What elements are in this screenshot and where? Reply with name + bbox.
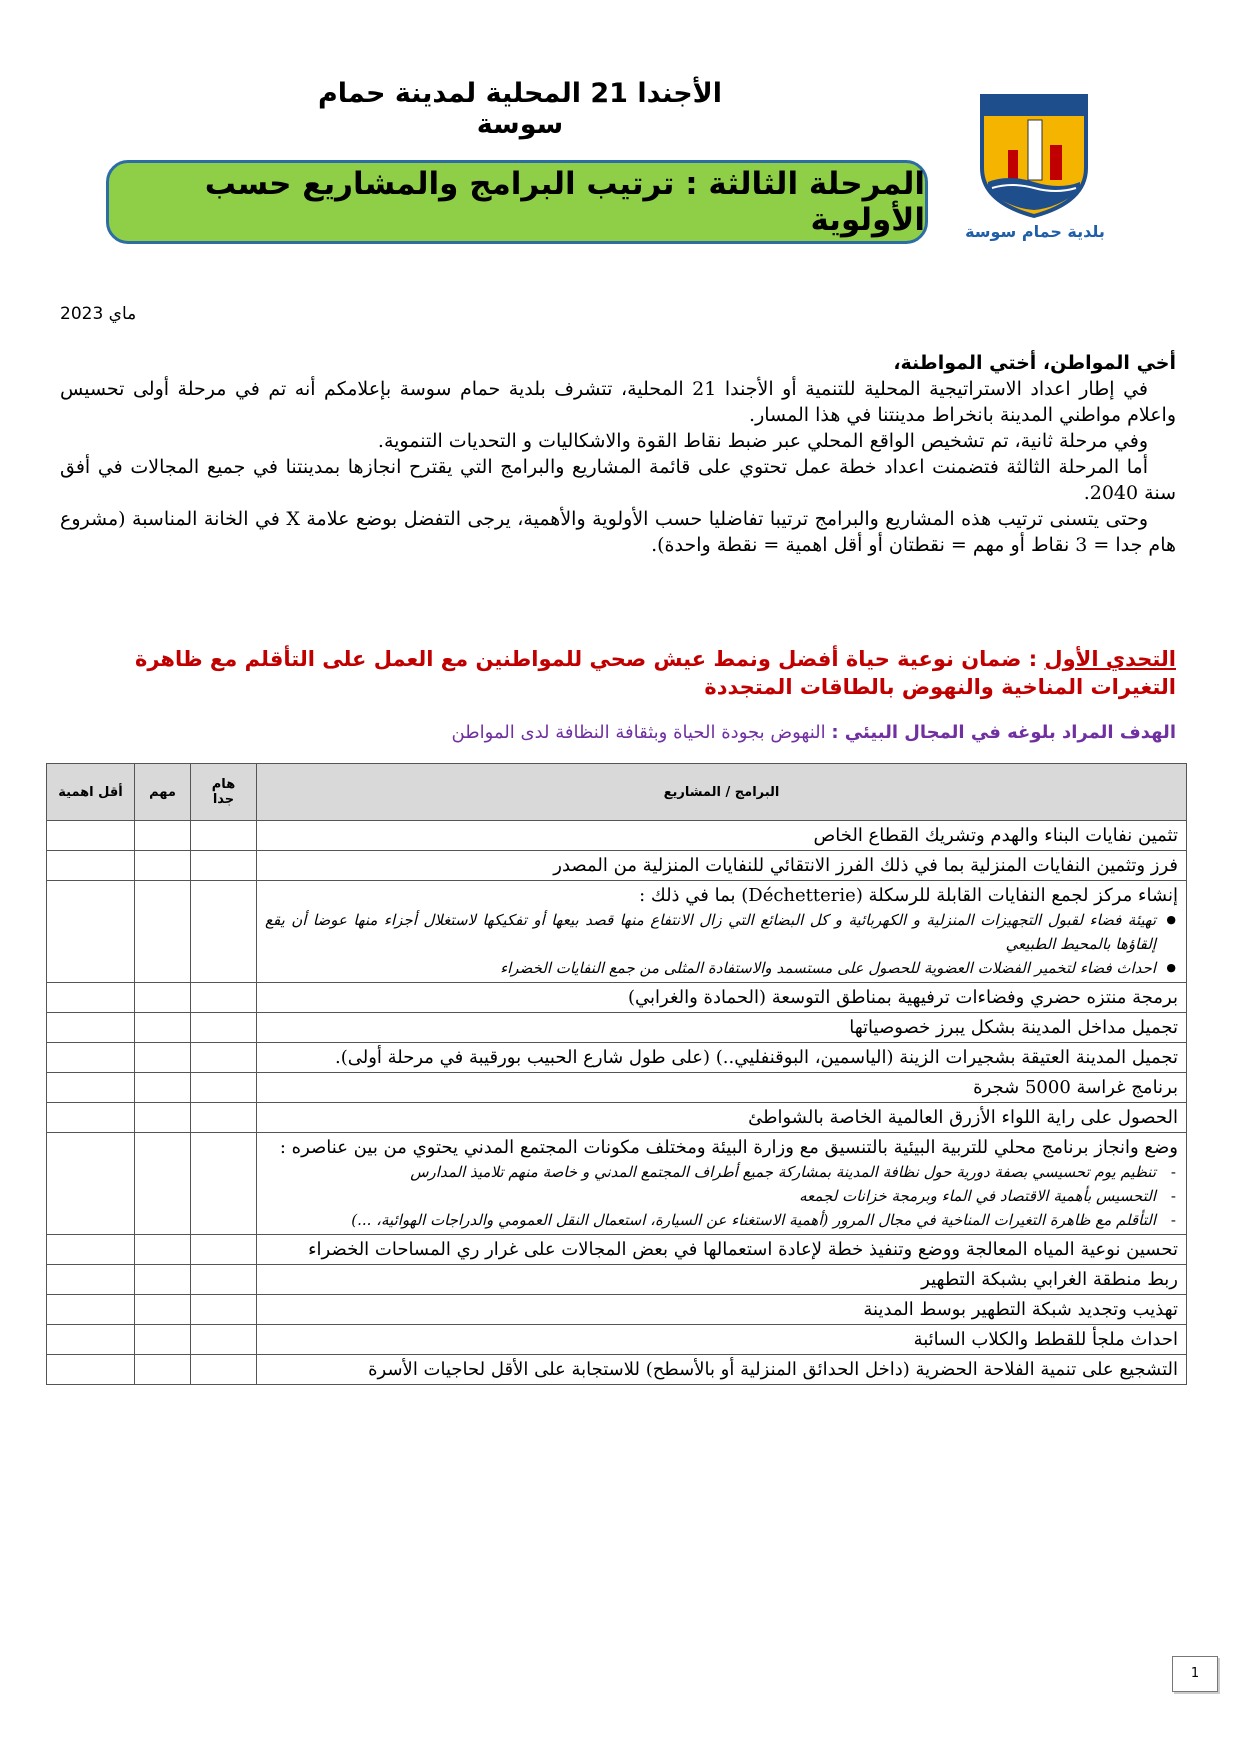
- project-text: تثمين نفايات البناء والهدم وتشريك القطاع الخاص: [813, 825, 1178, 846]
- challenge-heading: [60, 645, 1176, 701]
- document-title: الأجندا 21 المحلية لمدينة حمام سوسة: [317, 78, 723, 140]
- rating-cell-important[interactable]: [135, 1355, 191, 1385]
- rating-cell-important[interactable]: [135, 851, 191, 881]
- intro-paragraph-1: في إطار اعداد الاستراتيجية المحلية للتنمية أو الأجندا 21 المحلية، تتشرف بلدية حمام سوسة بإعلامكم أنه تم في مرحلة أولى تحسيس واعلام مواطني المدينة بانخراط مدينتنا في هذا المسار.: [60, 378, 1176, 426]
- project-text: ربط منطقة الغرابي بشبكة التطهير: [921, 1269, 1178, 1290]
- project-text: فرز وتثمين النفايات المنزلية بما في ذلك الفرز الانتقائي للنفايات المنزلية من المصدر: [553, 855, 1178, 876]
- rating-cell-important[interactable]: [135, 1013, 191, 1043]
- challenge-text: : ضمان نوعية حياة أفضل ونمط عيش صحي للمواطنين مع العمل على التأقلم مع ظاهرة التغيرات المناخية والنهوض بالطاقات المتجددة: [134, 647, 1176, 699]
- project-cell: [257, 1073, 1187, 1103]
- table-header-row: [47, 764, 1187, 821]
- project-text: احداث ملجأ للقطط والكلاب السائبة: [913, 1329, 1178, 1350]
- table-row: [47, 1295, 1187, 1325]
- project-cell: [257, 1325, 1187, 1355]
- project-cell: [257, 983, 1187, 1013]
- municipality-name: بلدية حمام سوسة: [965, 222, 1105, 241]
- header-important: مهم: [135, 764, 191, 821]
- rating-cell-less-important[interactable]: [47, 1325, 135, 1355]
- table-row: [47, 1133, 1187, 1235]
- intro-paragraph-3: أما المرحلة الثالثة فتضمنت اعداد خطة عمل تحتوي على قائمة المشاريع والبرامج التي يقترح انجازها بمدينتنا في جميع المجالات في أفق سنة 2040.: [60, 456, 1176, 504]
- rating-cell-very-important[interactable]: [191, 983, 257, 1013]
- rating-cell-important[interactable]: [135, 1265, 191, 1295]
- project-cell: [257, 1043, 1187, 1073]
- intro-text: [60, 350, 1176, 558]
- project-cell: [257, 1265, 1187, 1295]
- rating-cell-important[interactable]: [135, 1043, 191, 1073]
- rating-cell-less-important[interactable]: [47, 1235, 135, 1265]
- goal-text: النهوض بجودة الحياة وبثقافة النظافة لدى المواطن: [451, 722, 832, 743]
- rating-cell-very-important[interactable]: [191, 1103, 257, 1133]
- rating-cell-less-important[interactable]: [47, 1043, 135, 1073]
- rating-cell-less-important[interactable]: [47, 851, 135, 881]
- rating-cell-less-important[interactable]: [47, 821, 135, 851]
- sub-item-list: [265, 1160, 1178, 1232]
- rating-cell-less-important[interactable]: [47, 1295, 135, 1325]
- rating-cell-less-important[interactable]: [47, 1013, 135, 1043]
- project-text: وضع وانجاز برنامج محلي للتربية البيئية بالتنسيق مع وزارة البيئة ومختلف مكونات المجتمع المدني يحتوي من بين عناصره :: [279, 1137, 1178, 1158]
- project-text: إنشاء مركز لجمع النفايات القابلة للرسكلة (Déchetterie) بما في ذلك :: [639, 885, 1178, 906]
- rating-cell-very-important[interactable]: [191, 851, 257, 881]
- project-text: التشجيع على تنمية الفلاحة الحضرية (داخل الحدائق المنزلية أو بالأسطح) للاستجابة على الأقل لحاجيات الأسرة: [368, 1359, 1178, 1380]
- sub-item: ● احداث فضاء لتخمير الفضلات العضوية للحصول على مستسمد والاستفادة المثلى من جمع النفايات الخضراء: [265, 956, 1156, 980]
- sub-item: - التأقلم مع ظاهرة التغيرات المناخية في مجال المرور (أهمية الاستغناء عن السيارة، استعمال النقل العمومي والدراجات الهوائية، ...): [265, 1208, 1156, 1232]
- rating-cell-important[interactable]: [135, 1235, 191, 1265]
- rating-cell-less-important[interactable]: [47, 1133, 135, 1235]
- rating-cell-very-important[interactable]: [191, 1325, 257, 1355]
- table-row: [47, 1073, 1187, 1103]
- rating-cell-very-important[interactable]: [191, 821, 257, 851]
- table-row: [47, 1043, 1187, 1073]
- project-cell: [257, 1103, 1187, 1133]
- project-cell: [257, 1355, 1187, 1385]
- table-row: [47, 821, 1187, 851]
- project-cell: [257, 1235, 1187, 1265]
- project-cell: [257, 1133, 1187, 1235]
- rating-cell-important[interactable]: [135, 983, 191, 1013]
- table-row: [47, 1325, 1187, 1355]
- intro-paragraph-2: وفي مرحلة ثانية، تم تشخيص الواقع المحلي عبر ضبط نقاط القوة والاشكاليات و التحديات التنموية.: [377, 430, 1148, 452]
- goal-label: الهدف المراد بلوغه في المجال البيئي :: [831, 722, 1176, 743]
- rating-cell-less-important[interactable]: [47, 1103, 135, 1133]
- project-cell: [257, 851, 1187, 881]
- table-row: [47, 983, 1187, 1013]
- table-row: [47, 1355, 1187, 1385]
- project-cell: [257, 1013, 1187, 1043]
- sub-item: ● تهيئة فضاء لقبول التجهيزات المنزلية و الكهربائية و كل البضائع التي زال الانتفاع منها قصد بيعها أو تفكيكها لاستغلال أجزاء منها عوضا أن يقع إلقاؤها بالمحيط الطبيعي: [265, 908, 1156, 956]
- rating-cell-less-important[interactable]: [47, 1265, 135, 1295]
- rating-cell-important[interactable]: [135, 1325, 191, 1355]
- table-row: [47, 1103, 1187, 1133]
- rating-cell-very-important[interactable]: [191, 1295, 257, 1325]
- rating-cell-less-important[interactable]: [47, 1355, 135, 1385]
- header-projects: البرامج / المشاريع: [257, 764, 1187, 821]
- rating-cell-very-important[interactable]: [191, 1355, 257, 1385]
- rating-cell-very-important[interactable]: [191, 1013, 257, 1043]
- goal-heading: [60, 722, 1176, 743]
- sub-item-list: [265, 908, 1178, 980]
- project-text: تجميل مداخل المدينة بشكل يبرز خصوصياتها: [849, 1017, 1178, 1038]
- table-row: [47, 1235, 1187, 1265]
- project-cell: [257, 881, 1187, 983]
- greeting: أخي المواطن، أختي المواطنة،: [893, 352, 1176, 374]
- challenge-label: التحدي الأول: [1044, 647, 1176, 671]
- municipality-logo: [978, 90, 1090, 218]
- rating-cell-very-important[interactable]: [191, 1265, 257, 1295]
- project-text: تحسين نوعية المياه المعالجة ووضع وتنفيذ خطة لإعادة استعمالها في بعض المجالات على غرار ري المساحات الخضراء: [308, 1239, 1178, 1260]
- rating-cell-very-important[interactable]: [191, 881, 257, 983]
- project-text: تهذيب وتجديد شبكة التطهير بوسط المدينة: [863, 1299, 1178, 1320]
- phase-banner: [106, 160, 928, 244]
- rating-cell-very-important[interactable]: [191, 1073, 257, 1103]
- phase-title: المرحلة الثالثة : ترتيب البرامج والمشاريع حسب الأولوية: [204, 166, 925, 238]
- rating-cell-important[interactable]: [135, 1103, 191, 1133]
- table-row: [47, 851, 1187, 881]
- document-date: ماي 2023: [60, 304, 137, 324]
- rating-cell-less-important[interactable]: [47, 881, 135, 983]
- table-row: [47, 881, 1187, 983]
- rating-cell-important[interactable]: [135, 1073, 191, 1103]
- page-number: 1: [1172, 1656, 1218, 1692]
- rating-cell-less-important[interactable]: [47, 1073, 135, 1103]
- rating-cell-very-important[interactable]: [191, 1235, 257, 1265]
- header-less-important: أقل اهمية: [47, 764, 135, 821]
- header-very-important: هام جدا: [191, 764, 257, 821]
- rating-cell-important[interactable]: [135, 881, 191, 983]
- project-text: برمجة منتزه حضري وفضاءات ترفيهية بمناطق التوسعة (الحمادة والغرابي): [627, 987, 1178, 1008]
- rating-cell-less-important[interactable]: [47, 983, 135, 1013]
- sub-item: - التحسيس بأهمية الاقتصاد في الماء وبرمجة خزانات لجمعه: [265, 1184, 1156, 1208]
- project-cell: [257, 821, 1187, 851]
- intro-paragraph-4: وحتى يتسنى ترتيب هذه المشاريع والبرامج ترتيبا تفاضليا حسب الأولوية والأهمية، يرجى التفضل بوضع علامة X في الخانة المناسبة (مشروع هام جدا = 3 نقاط أو مهم = نقطتان أو أقل اهمية = نقطة واحدة).: [60, 508, 1176, 556]
- project-cell: [257, 1295, 1187, 1325]
- table-row: [47, 1265, 1187, 1295]
- rating-cell-important[interactable]: [135, 1133, 191, 1235]
- project-text: تجميل المدينة العتيقة بشجيرات الزينة (الياسمين، البوقنفليي..) (على طول شارع الحبيب بورقيبة في مرحلة أولى).: [334, 1047, 1178, 1068]
- table-row: [47, 1013, 1187, 1043]
- rating-cell-very-important[interactable]: [191, 1043, 257, 1073]
- projects-table: [46, 763, 1187, 1385]
- project-text: برنامج غراسة 5000 شجرة: [973, 1077, 1178, 1098]
- sub-item: - تنظيم يوم تحسيسي بصفة دورية حول نظافة المدينة بمشاركة جميع أطراف المجتمع المدني و خاصة منهم تلاميذ المدارس: [265, 1160, 1156, 1184]
- rating-cell-very-important[interactable]: [191, 1133, 257, 1235]
- rating-cell-important[interactable]: [135, 1295, 191, 1325]
- project-text: الحصول على راية اللواء الأزرق العالمية الخاصة بالشواطئ: [748, 1107, 1178, 1128]
- rating-cell-important[interactable]: [135, 821, 191, 851]
